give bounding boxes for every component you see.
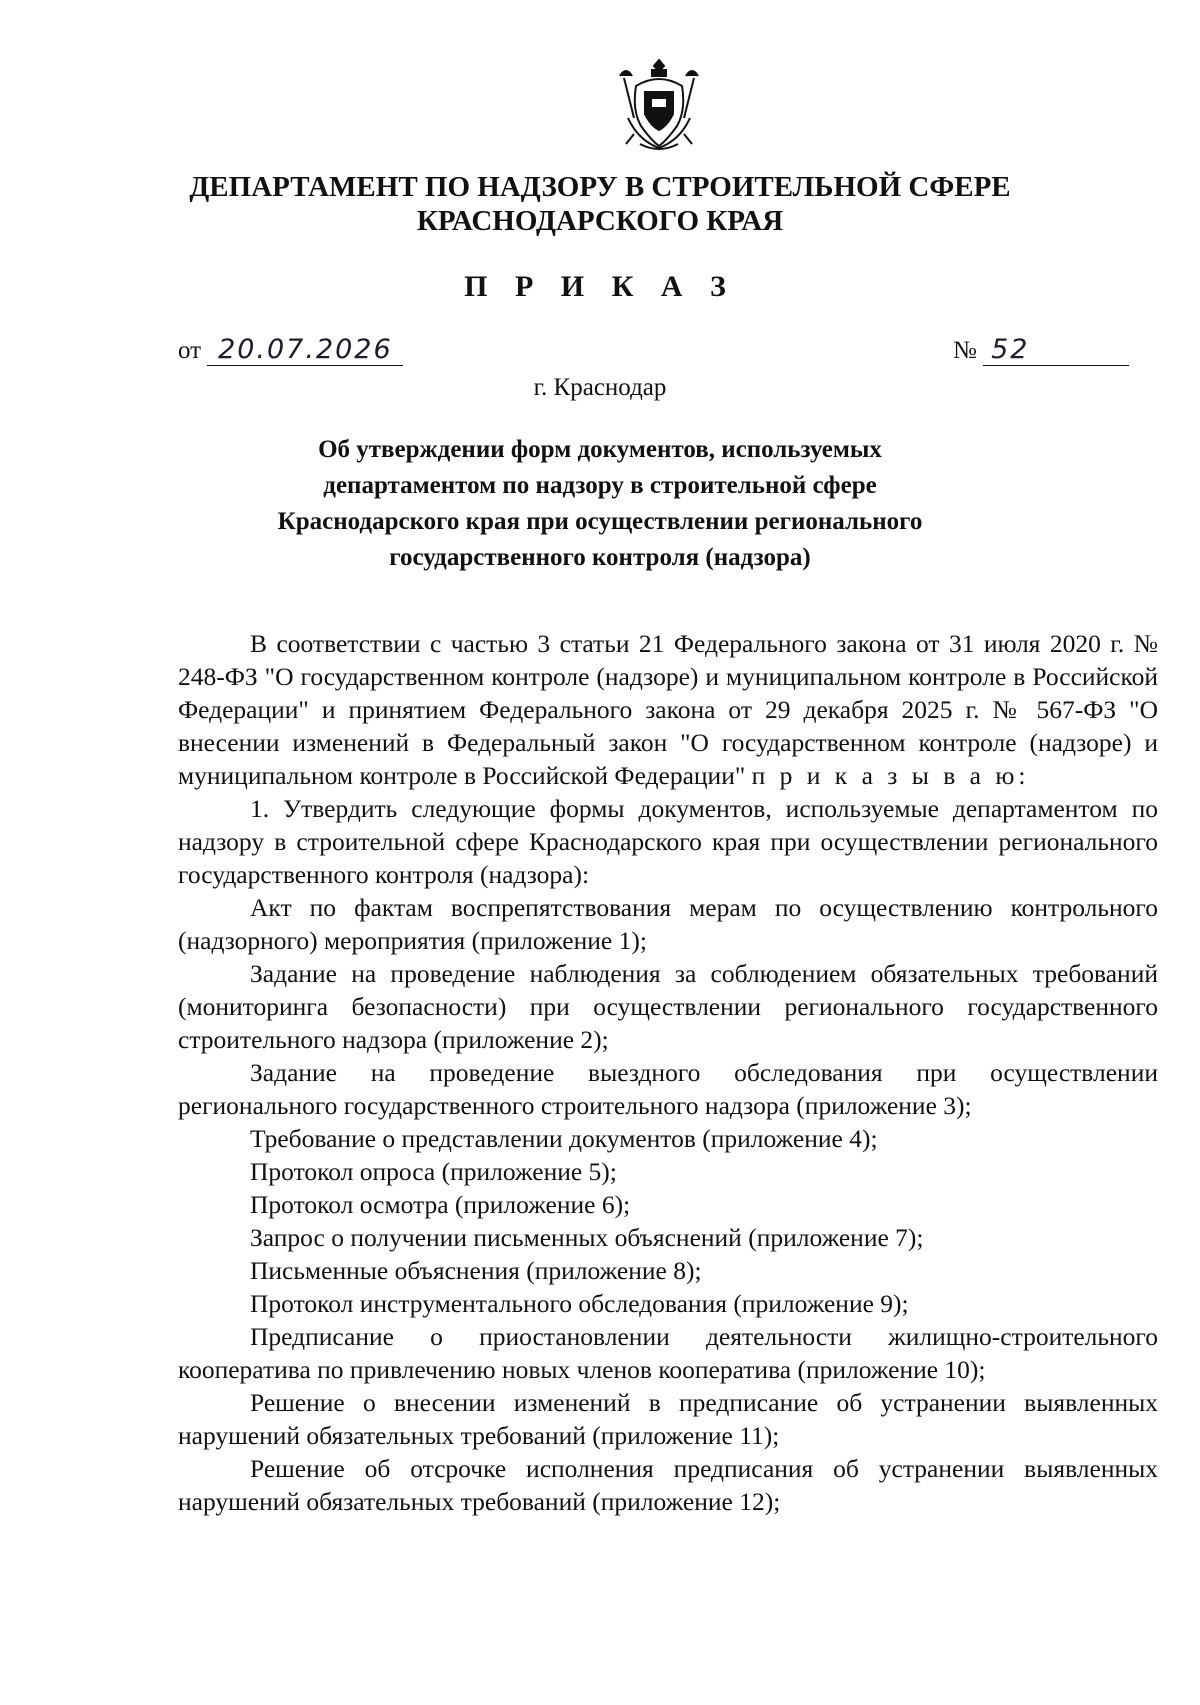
subject-line: Об утверждении форм документов, используемых <box>318 436 882 463</box>
subject-line: государственного контроля (надзора) <box>389 544 811 571</box>
subject-line: Краснодарского края при осуществлении регионального <box>277 508 923 535</box>
handwritten-date: 20.07.2026 <box>218 334 393 365</box>
form-item: Письменные объяснения (приложение 8); <box>250 1256 702 1285</box>
number-prefix: № <box>953 337 977 364</box>
order-date-row <box>178 334 403 366</box>
coat-of-arms-icon <box>616 56 702 156</box>
city: г. Краснодар <box>533 374 667 401</box>
subject-line: департаментом по надзору в строительной сфере <box>323 472 877 499</box>
preamble-paragraph <box>178 627 1158 792</box>
order-subject <box>160 432 1040 576</box>
form-item: Протокол инструментального обследования (приложение 9); <box>250 1289 909 1318</box>
date-field <box>207 334 403 366</box>
order-number-row <box>953 334 1129 366</box>
item-1-paragraph: 1. Утвердить следующие формы документов, используемые департаментом по надзору в строительной сфере Краснодарского края при осуществлении регионального государственного контроля (надзора): <box>178 794 1158 889</box>
date-prefix: от <box>178 337 202 364</box>
form-item: Протокол опроса (приложение 5); <box>250 1157 617 1186</box>
form-item: Акт по фактам воспрепятствования мерам по осуществлению контрольного (надзорного) мероприятия (приложение 1); <box>178 893 1158 955</box>
form-item: Запрос о получении письменных объяснений (приложение 7); <box>250 1223 924 1252</box>
form-item: Требование о представлении документов (приложение 4); <box>250 1124 878 1153</box>
form-item: Предписание о приостановлении деятельности жилищно-строительного кооператива по привлечению новых членов кооператива (приложение 10); <box>178 1322 1158 1384</box>
order-word: п р и к а з ы в а ю: <box>751 761 1030 790</box>
form-item: Протокол осмотра (приложение 6); <box>250 1190 631 1219</box>
form-item: Задание на проведение выездного обследования при осуществлении регионального государственного строительного надзора (приложение 3); <box>178 1058 1158 1120</box>
form-item: Решение об отсрочке исполнения предписания об устранении выявленных нарушений обязательных требований (приложение 12); <box>178 1454 1158 1516</box>
order-title: П Р И К А З <box>464 270 736 303</box>
number-field <box>983 334 1129 366</box>
form-item: Задание на проведение наблюдения за соблюдением обязательных требований (мониторинга безопасности) при осуществлении регионального государственного строительного надзора (приложение 2); <box>178 959 1158 1054</box>
preamble-text: В соответствии с частью 3 статьи 21 Федерального закона от 31 июля 2020 г. № 248-ФЗ "О государственном контроле (надзоре) и муниципальном контроле в Российской Федерации" и принятием Федерального закона от 29 декабря 2025 г. № 567-ФЗ "О внесении изменений в Федеральный закон "О государственном контроле (надзоре) и муниципальном контроле в Российской Федерации" <box>178 629 1158 790</box>
department-name-line1: ДЕПАРТАМЕНТ ПО НАДЗОРУ В СТРОИТЕЛЬНОЙ СФЕРЕ <box>189 171 1011 203</box>
department-name-line2: КРАСНОДАРСКОГО КРАЯ <box>416 205 784 237</box>
form-item: Решение о внесении изменений в предписание об устранении выявленных нарушений обязательных требований (приложение 11); <box>178 1388 1158 1450</box>
order-body <box>178 627 1158 1518</box>
handwritten-number: 52 <box>991 334 1030 365</box>
